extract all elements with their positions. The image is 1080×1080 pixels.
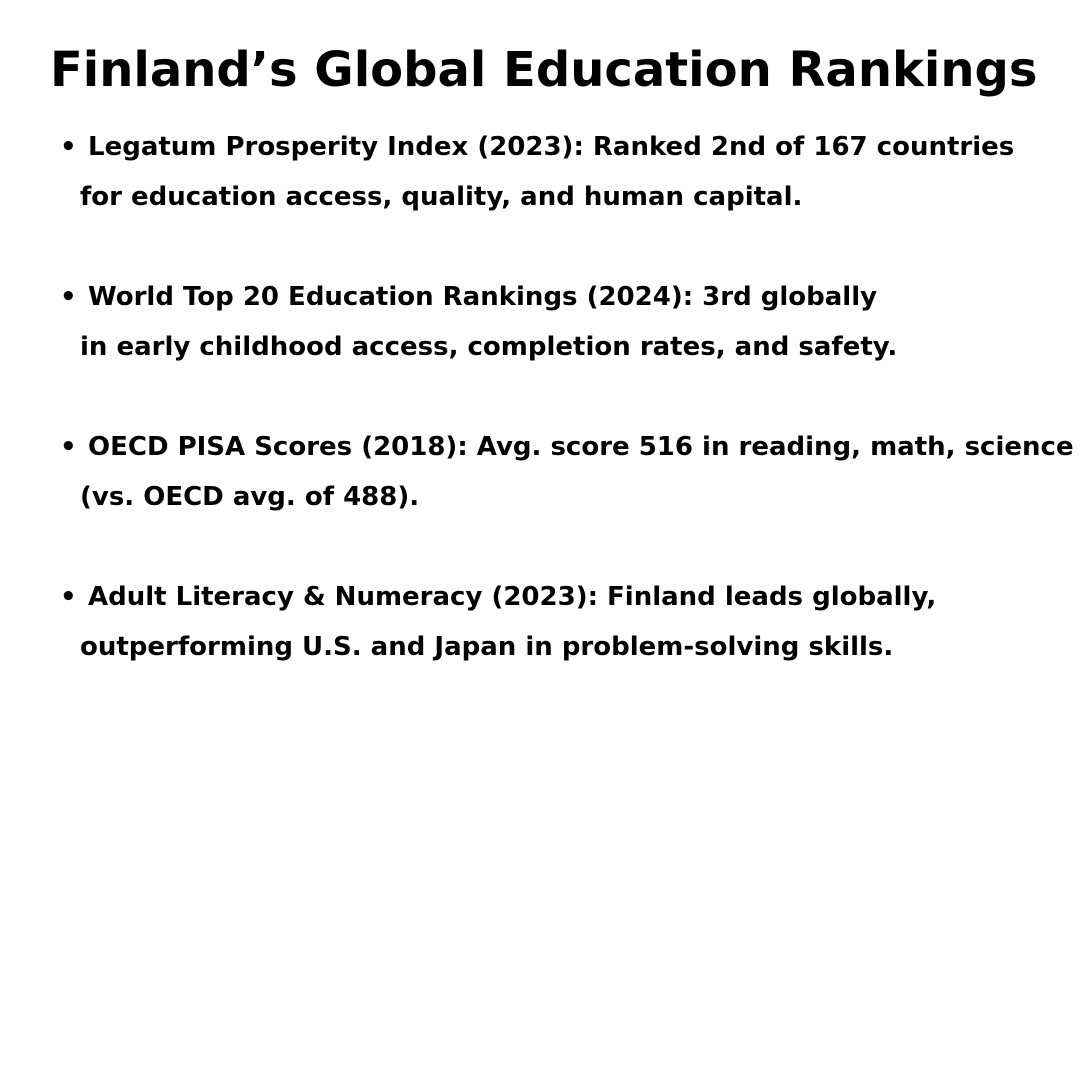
bullet-icon: • (60, 282, 77, 312)
list-item-text-continued: in early childhood access, completion rates, and safety. (80, 332, 898, 362)
list-item-line (60, 572, 1080, 622)
list-item-text: World Top 20 Education Rankings (2024): 3rd globally (88, 282, 878, 312)
list-item-text-continued: outperforming U.S. and Japan in problem-solving skills. (80, 632, 894, 662)
list-item-text-continued: (vs. OECD avg. of 488). (80, 482, 420, 512)
bullet-icon: • (60, 432, 77, 462)
list-item-line (60, 122, 1080, 172)
bullet-icon: • (60, 582, 77, 612)
list-item-text-continued: for education access, quality, and human capital. (80, 182, 803, 212)
list-item-oecd-pisa (60, 422, 1080, 522)
list-item-line (60, 272, 1080, 322)
bullet-icon: • (60, 132, 77, 162)
list-item-text: OECD PISA Scores (2018): Avg. score 516 in reading, math, science (88, 432, 1074, 462)
list-item-world-top-20 (60, 272, 1080, 372)
list-item-adult-literacy (60, 572, 1080, 672)
list-item-legatum (60, 122, 1080, 222)
list-item-line (60, 422, 1080, 472)
list-item-text: Adult Literacy & Numeracy (2023): Finland leads globally, (88, 582, 937, 612)
list-item-text: Legatum Prosperity Index (2023): Ranked 2nd of 167 countries (88, 132, 1015, 162)
page-title: Finland’s Global Education Rankings (50, 42, 1038, 98)
